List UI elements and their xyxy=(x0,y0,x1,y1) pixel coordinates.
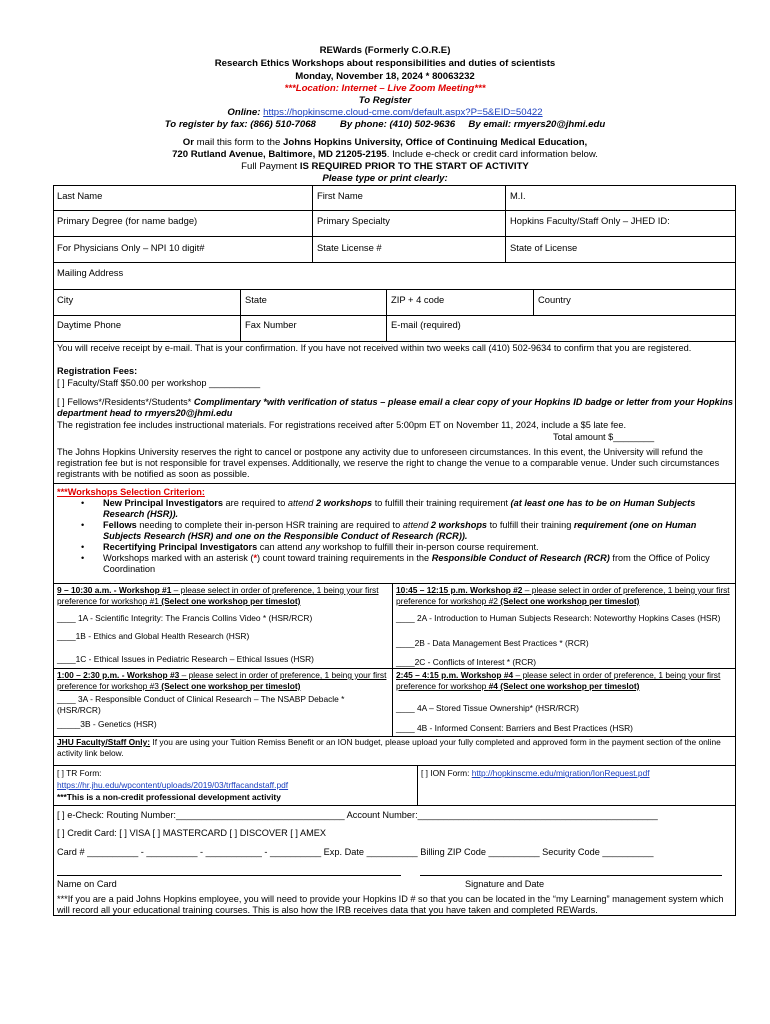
workshop-3b-option[interactable]: _____3B - Genetics (HSR) xyxy=(57,719,157,729)
fax-number-field[interactable]: Fax Number xyxy=(245,319,297,330)
ion-form-option[interactable]: [ ] ION Form: http://hopkinscme.edu/migration/IonRequest.pdf xyxy=(421,768,650,778)
total-amount-label: Total amount $________ xyxy=(553,432,655,442)
workshop-2b-option[interactable]: ____2B - Data Management Best Practices * (RCR) xyxy=(396,638,589,648)
country-field[interactable]: Country xyxy=(538,294,571,305)
workshop-4a-option[interactable]: ____ 4A – Stored Tissue Ownership* (HSR/RCR) xyxy=(396,703,579,713)
workshop-2c-option[interactable]: ____2C - Conflicts of Interest * (RCR) xyxy=(396,657,537,667)
full-pay-pre: Full Payment xyxy=(241,161,300,172)
workshop-1c-option[interactable]: ____1C - Ethical Issues in Pediatric Research – Ethical Issues (HSR) xyxy=(57,654,314,664)
jhu-staff-notice: JHU Faculty/Staff Only: If you are using your Tuition Remiss Benefit or an ION budget, please upload your fully completed and approved form in the payment section of the online activity link below. xyxy=(57,737,721,758)
workshop-1a-option[interactable]: ____ 1A - Scientific Integrity: The Francis Collins Video * (HSR/RCR) xyxy=(57,613,313,623)
mailing-address-field[interactable]: Mailing Address xyxy=(57,267,124,278)
name-on-card-field[interactable]: Name on Card xyxy=(57,879,117,889)
state-license-number-field[interactable]: State License # xyxy=(317,242,382,253)
contact-line xyxy=(0,119,770,131)
registration-fees-heading: Registration Fees: xyxy=(57,366,138,376)
email-contact: By email: rmyers20@jhmi.edu xyxy=(468,119,606,130)
zip-field[interactable]: ZIP + 4 code xyxy=(391,294,445,305)
workshop-4b-option[interactable]: ____ 4B - Informed Consent: Barriers and Best Practices (HSR) xyxy=(396,723,633,733)
mail-line-1 xyxy=(0,137,770,149)
fellows-pre: [ ] Fellows*/Residents*/Students* xyxy=(57,397,194,407)
city-field[interactable]: City xyxy=(57,294,74,305)
online-registration-link[interactable]: https://hopkinscme.cloud-cme.com/default.aspx?P=5&EID=50422 xyxy=(263,107,543,118)
full-payment-line xyxy=(0,161,770,173)
state-field[interactable]: State xyxy=(245,294,267,305)
cancellation-policy: The Johns Hopkins University reserves the right to cancel or postpone any activity due to unforeseen circumstances. In this event, the University will refund the registration fee but is not responsible for travel expenses. Additionally, we reserve the right to change the venue to a comparable venue. Under such circumstances registrants with be notified as soon as possible. xyxy=(57,447,720,479)
criterion-recertifying: • Recertifying Principal Investigators can attend any workshop to fulfill their in-person course requirement. xyxy=(57,542,733,553)
online-label: Online xyxy=(227,107,258,118)
workshop-1b-option[interactable]: ____1B - Ethics and Global Health Research (HSR) xyxy=(57,631,250,641)
primary-degree-field[interactable]: Primary Degree (for name badge) xyxy=(57,215,198,226)
mail-org: Johns Hopkins University, Office of Continuing Medical Education, xyxy=(283,137,588,148)
workshop-3a-option[interactable]: ____ 3A - Responsible Conduct of Clinical Research – The NSABP Debacle * (HSR/RCR) xyxy=(57,694,345,715)
form-title: REWards (Formerly C.O.R.E) xyxy=(319,45,451,56)
receipt-notice: You will receive receipt by e-mail. That is your confirmation. If you have not received within two weeks call (410) 502-9634 to confirm that you are registered. xyxy=(57,343,692,353)
mail-post: . Include e-check or credit card information below. xyxy=(386,149,598,160)
to-register-heading: To Register xyxy=(358,95,412,106)
first-name-field[interactable]: First Name xyxy=(317,190,363,201)
full-pay-notice: IS REQUIRED PRIOR TO THE START OF ACTIVITY xyxy=(299,161,529,172)
criterion-fellows: • Fellows needing to complete their in-person HSR training are required to attend 2 workshops to fulfill their training requirement (one on Human Subjects Research (HSR) and one on the Responsible Conduct of Research (RCR)). xyxy=(57,520,733,542)
employee-footer-note: ***If you are a paid Johns Hopkins employee, you will need to provide your Hopkins ID # so that you can be located in the “my Learning” management system which will record all your educational training courses. This is also how the IRB receives data that you have taken and completed REWards. xyxy=(57,894,724,915)
online-line: Online: https://hopkinscme.cloud-cme.com/default.aspx?P=5&EID=50422 xyxy=(227,107,543,118)
mail-address: 720 Rutland Avenue, Baltimore, MD 21205-2195 xyxy=(172,149,387,160)
mail-pre: mail this form to the xyxy=(193,137,284,148)
ion-form-link[interactable]: http://hopkinscme.edu/migration/IonRequest.pdf xyxy=(471,768,650,778)
tr-form-option[interactable]: [ ] TR Form: xyxy=(57,768,102,778)
credit-card-option[interactable]: [ ] Credit Card: [ ] VISA [ ] MASTERCARD [ ] DISCOVER [ ] AMEX xyxy=(57,828,327,838)
non-credit-notice: ***This is a non-credit professional development activity xyxy=(57,792,281,802)
mail-line-2 xyxy=(0,149,770,161)
faculty-fee-option[interactable]: [ ] Faculty/Staff $50.00 per workshop __________ xyxy=(57,378,261,388)
jhed-id-field[interactable]: Hopkins Faculty/Staff Only – JHED ID: xyxy=(510,215,670,226)
event-location: ***Location: Internet – Live Zoom Meeting*** xyxy=(284,83,486,94)
fax-contact: To register by fax: (866) 510-7068 xyxy=(164,119,316,130)
card-number-row[interactable]: Card # __________ - __________ - ___________ - __________ Exp. Date __________ Billing ZIP Code __________ Security Code __________ xyxy=(57,847,654,857)
phone-contact: By phone: (410) 502-9636 xyxy=(339,119,456,130)
middle-initial-field[interactable]: M.I. xyxy=(510,190,526,201)
workshop-1-header: 9 – 10:30 a.m. - Workshop #1 – please select in order of preference, 1 being your first preference for workshop #1 (Select one workshop per timeslot) xyxy=(57,585,379,606)
workshop-4-header: 2:45 – 4:15 p.m. Workshop #4 – please select in order of preference, 1 being your first preference for workshop #4 (Select one workshop per timeslot) xyxy=(396,670,721,691)
email-field[interactable]: E-mail (required) xyxy=(391,319,461,330)
criterion-list xyxy=(57,498,733,575)
total-amount[interactable] xyxy=(553,432,654,443)
criterion-new-pi: • New Principal Investigators are required to attend 2 workshops to fulfill their training requirement (at least one has to be on Human Subjects Research (HSR)). xyxy=(57,498,733,520)
workshop-3-header: 1:00 – 2:30 p.m. - Workshop #3 – please select in order of preference, 1 being your first preference for workshop #3 (Select one workshop per timeslot) xyxy=(57,670,387,691)
signature-date-field[interactable]: Signature and Date xyxy=(465,879,545,889)
npi-field[interactable]: For Physicians Only – NPI 10 digit# xyxy=(57,242,205,253)
fee-includes: The registration fee includes instructional materials. For registrations received after 5:00pm ET on November 11, 2024, include a $5 late fee. xyxy=(57,420,627,430)
daytime-phone-field[interactable]: Daytime Phone xyxy=(57,319,122,330)
tr-form-link[interactable]: https://hr.jhu.edu/wpcontent/uploads/2019/03/trffacandstaff.pdf xyxy=(57,780,289,790)
criterion-heading: ***Workshops Selection Criterion: xyxy=(57,487,205,497)
mail-or: Or xyxy=(182,137,194,148)
workshop-2-header: 10:45 – 12:15 p.m. Workshop #2 – please select in order of preference, 1 being your first preference for workshop #2 (Select one workshop per timeslot) xyxy=(396,585,730,606)
echeck-option[interactable]: [ ] e-Check: Routing Number:_________________________________ Account Number:_______________________________________________ xyxy=(57,810,658,820)
fellows-verification: Complimentary *with verification of status – please email a clear copy of your Hopkins ID badge or letter from your Hopkins department head to rmyers20@jhmi.edu xyxy=(57,397,733,418)
last-name-field[interactable]: Last Name xyxy=(57,190,103,201)
print-clearly: Please type or print clearly: xyxy=(322,173,448,184)
state-of-license-field[interactable]: State of License xyxy=(510,242,578,253)
workshop-2a-option[interactable]: ____ 2A - Introduction to Human Subjects Research: Noteworthy Hopkins Cases (HSR) xyxy=(396,613,721,623)
event-date: Monday, November 18, 2024 * 80063232 xyxy=(295,71,475,82)
form-subtitle: Research Ethics Workshops about responsibilities and duties of scientists xyxy=(214,58,556,69)
primary-specialty-field[interactable]: Primary Specialty xyxy=(317,215,390,226)
fellows-fee-option[interactable] xyxy=(57,397,733,419)
criterion-asterisk: • Workshops marked with an asterisk (*) count toward training requirements in the Responsible Conduct of Research (RCR) from the Office of Policy Coordination xyxy=(57,553,733,575)
